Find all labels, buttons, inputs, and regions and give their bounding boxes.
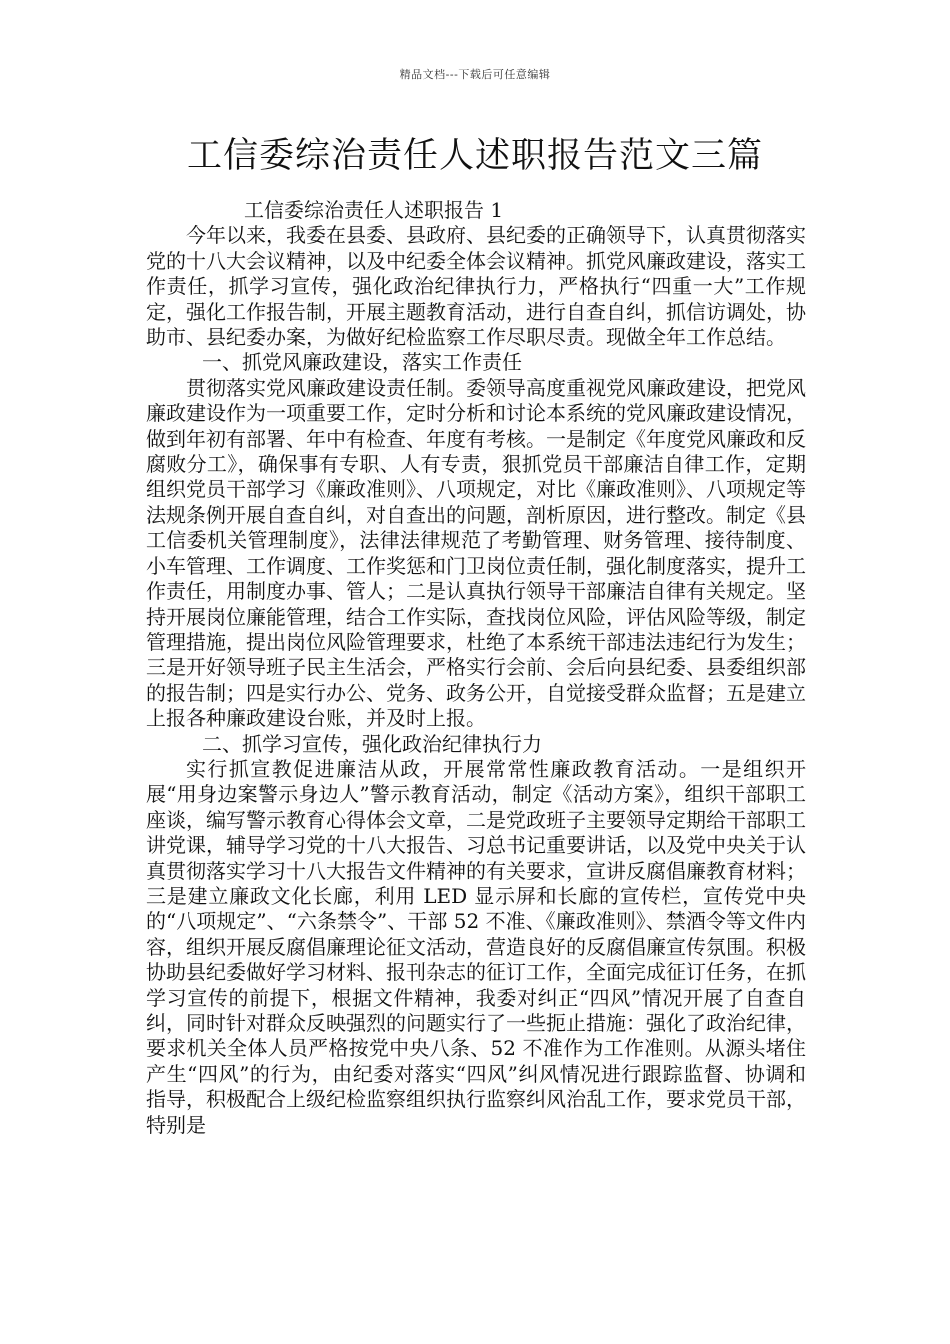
section-2-paragraph: 实行抓宣教促进廉洁从政，开展常常性廉政教育活动。一是组织开展“用身边案警示身边人”警示教育活动，制定《活动方案》，组织干部职工座谈，编写警示教育心得体会文章，二是党政班子主要领导定期给干部职工讲党课，辅导学习党的十八大报告、习总书记重要讲话，以及党中央关于认真贯彻落实学习十八大报告文件精神的有关要求，宣讲反腐倡廉教育材料；三是建立廉政文化长廊，利用 LED 显示屏和长廊的宣传栏，宣传党中央的“八项规定”、“六条禁令”、干部 52 不准、《廉政准则》、禁酒令等文件内容，组织开展反腐倡廉理论征文活动，营造良好的反腐倡廉宣传氛围。积极协助县纪委做好学习材料、报刊杂志的征订工作，全面完成征订任务，在抓学习宣传的前提下，根据文件精神，我委对纠正“四风”情况开展了自查自纠，同时针对群众反映强烈的问题实行了一些扼止措施：强化了政治纪律，要求机关全体人员严格按党中央八条、52 不准作为工作准则。从源头堵住产生“四风”的行为，由纪委对落实“四风”纠风情况进行跟踪监督、协调和指导，积极配合上级纪检监察组织执行监察纠风治乱工作，要求党员干部，特别是 [146,756,806,1137]
document-body [146,198,806,1138]
section-heading-1: 一、抓党风廉政建设，落实工作责任 [202,350,522,375]
section-heading-2: 二、抓学习宣传，强化政治纪律执行力 [202,731,542,756]
header-note: 精品文档---下载后可任意编辑 [399,68,551,81]
intro-paragraph: 今年以来，我委在县委、县政府、县纪委的正确领导下，认真贯彻落实党的十八大会议精神，以及中纪委全体会议精神。抓党风廉政建设，落实工作责任，抓学习宣传，强化政治纪律执行力，严格执行“四重一大”工作规定，强化工作报告制，开展主题教育活动，进行自查自纠，抓信访调处，协助市、县纪委办案，为做好纪检监察工作尽职尽责。现做全年工作总结。 [146,223,806,350]
report-subtitle: 工信委综治责任人述职报告 1 [244,198,504,222]
section-1-paragraph: 贯彻落实党风廉政建设责任制。委领导高度重视党风廉政建设，把党风廉政建设作为一项重要工作，定时分析和讨论本系统的党风廉政建设情况，做到年初有部署、年中有检查、年度有考核。一是制定《年度党风廉政和反腐败分工》，确保事有专职、人有专责，狠抓党员干部廉洁自律工作，定期组织党员干部学习《廉政准则》、八项规定，对比《廉政准则》、八项规定等法规条例开展自查自纠，对自查出的问题，剖析原因，进行整改。制定《县工信委机关管理制度》，法律法律规范了考勤管理、财务管理、接待制度、小车管理、工作调度、工作奖惩和门卫岗位责任制，强化制度落实，提升工作责任，用制度办事、管人；二是认真执行领导干部廉洁自律有关规定。坚持开展岗位廉能管理，结合工作实际，查找岗位风险，评估风险等级，制定管理措施，提出岗位风险管理要求，杜绝了本系统干部违法违纪行为发生；三是开好领导班子民主生活会，严格实行会前、会后向县纪委、县委组织部的报告制；四是实行办公、党务、政务公开，自觉接受群众监督；五是建立上报各种廉政建设台账，并及时上报。 [146,375,806,731]
document-title: 工信委综治责任人述职报告范文三篇 [186,136,763,176]
